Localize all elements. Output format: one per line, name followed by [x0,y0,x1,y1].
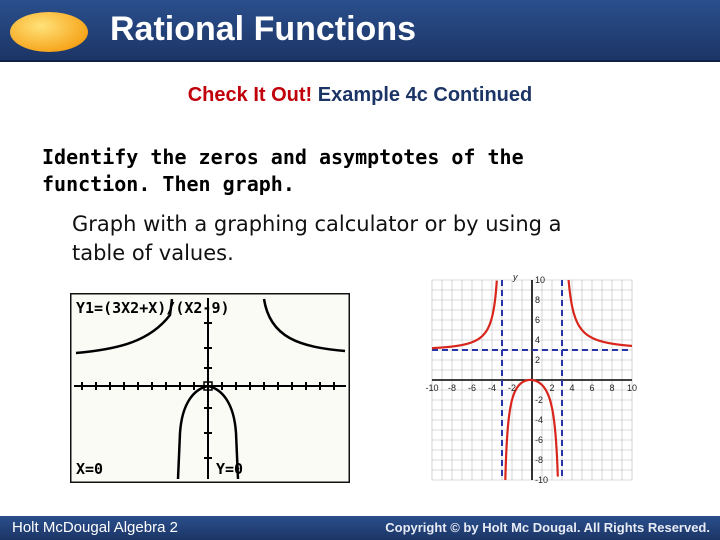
y-tick-label: 4 [535,335,541,345]
problem-prompt [42,144,642,198]
prompt-line-2: function. Then graph. [42,172,295,196]
prompt-line-1: Identify the zeros and asymptotes of the [42,145,524,169]
graph-y-axis-label: y [513,272,518,282]
y-tick-label: 10 [535,275,546,285]
function-graph [410,270,642,484]
x-tick-label: -8 [447,383,457,393]
y-tick-label: -10 [535,475,549,484]
instruction-text [72,210,672,268]
instruction-line-1: Graph with a graphing calculator or by using a [72,212,562,236]
x-tick-label: 4 [569,383,575,393]
y-tick-label: -4 [535,415,544,425]
y-tick-label: -6 [535,435,544,445]
subtitle-check-it-out: Check It Out! [187,84,313,106]
y-tick-label: 8 [535,295,541,305]
x-tick-label: 2 [549,383,555,393]
x-tick-label: 6 [589,383,595,393]
calculator-screen [70,293,350,483]
subtitle-example: Example 4c Continued [317,84,533,106]
footer-copyright: Copyright © by Holt Mc Dougal. All Rights Reserved. [385,520,710,535]
orange-oval-logo [10,12,88,52]
slide-subtitle [0,84,720,107]
y-tick-label: -8 [535,455,544,465]
x-tick-label: -2 [507,383,517,393]
x-tick-label: -6 [467,383,477,393]
x-tick-label: 8 [609,383,615,393]
x-tick-label: -10 [425,383,439,393]
footer-bar [0,516,720,540]
slide-title: Rational Functions [110,10,416,48]
x-tick-label: -4 [487,383,497,393]
x-tick-label: 10 [626,383,638,393]
y-tick-label: 6 [535,315,541,325]
calc-x-readout: X=0 [76,460,104,478]
title-bar [0,0,720,62]
calculator-frame [70,293,350,483]
y-tick-label: -2 [535,395,544,405]
y-tick-label: 2 [535,355,541,365]
instruction-line-2: table of values. [72,241,234,265]
footer-publisher: Holt McDougal Algebra 2 [12,519,178,536]
calc-equation: Y1=(3X2+X)/(X2-9) [76,299,230,317]
calc-y-readout: Y=0 [216,460,244,478]
